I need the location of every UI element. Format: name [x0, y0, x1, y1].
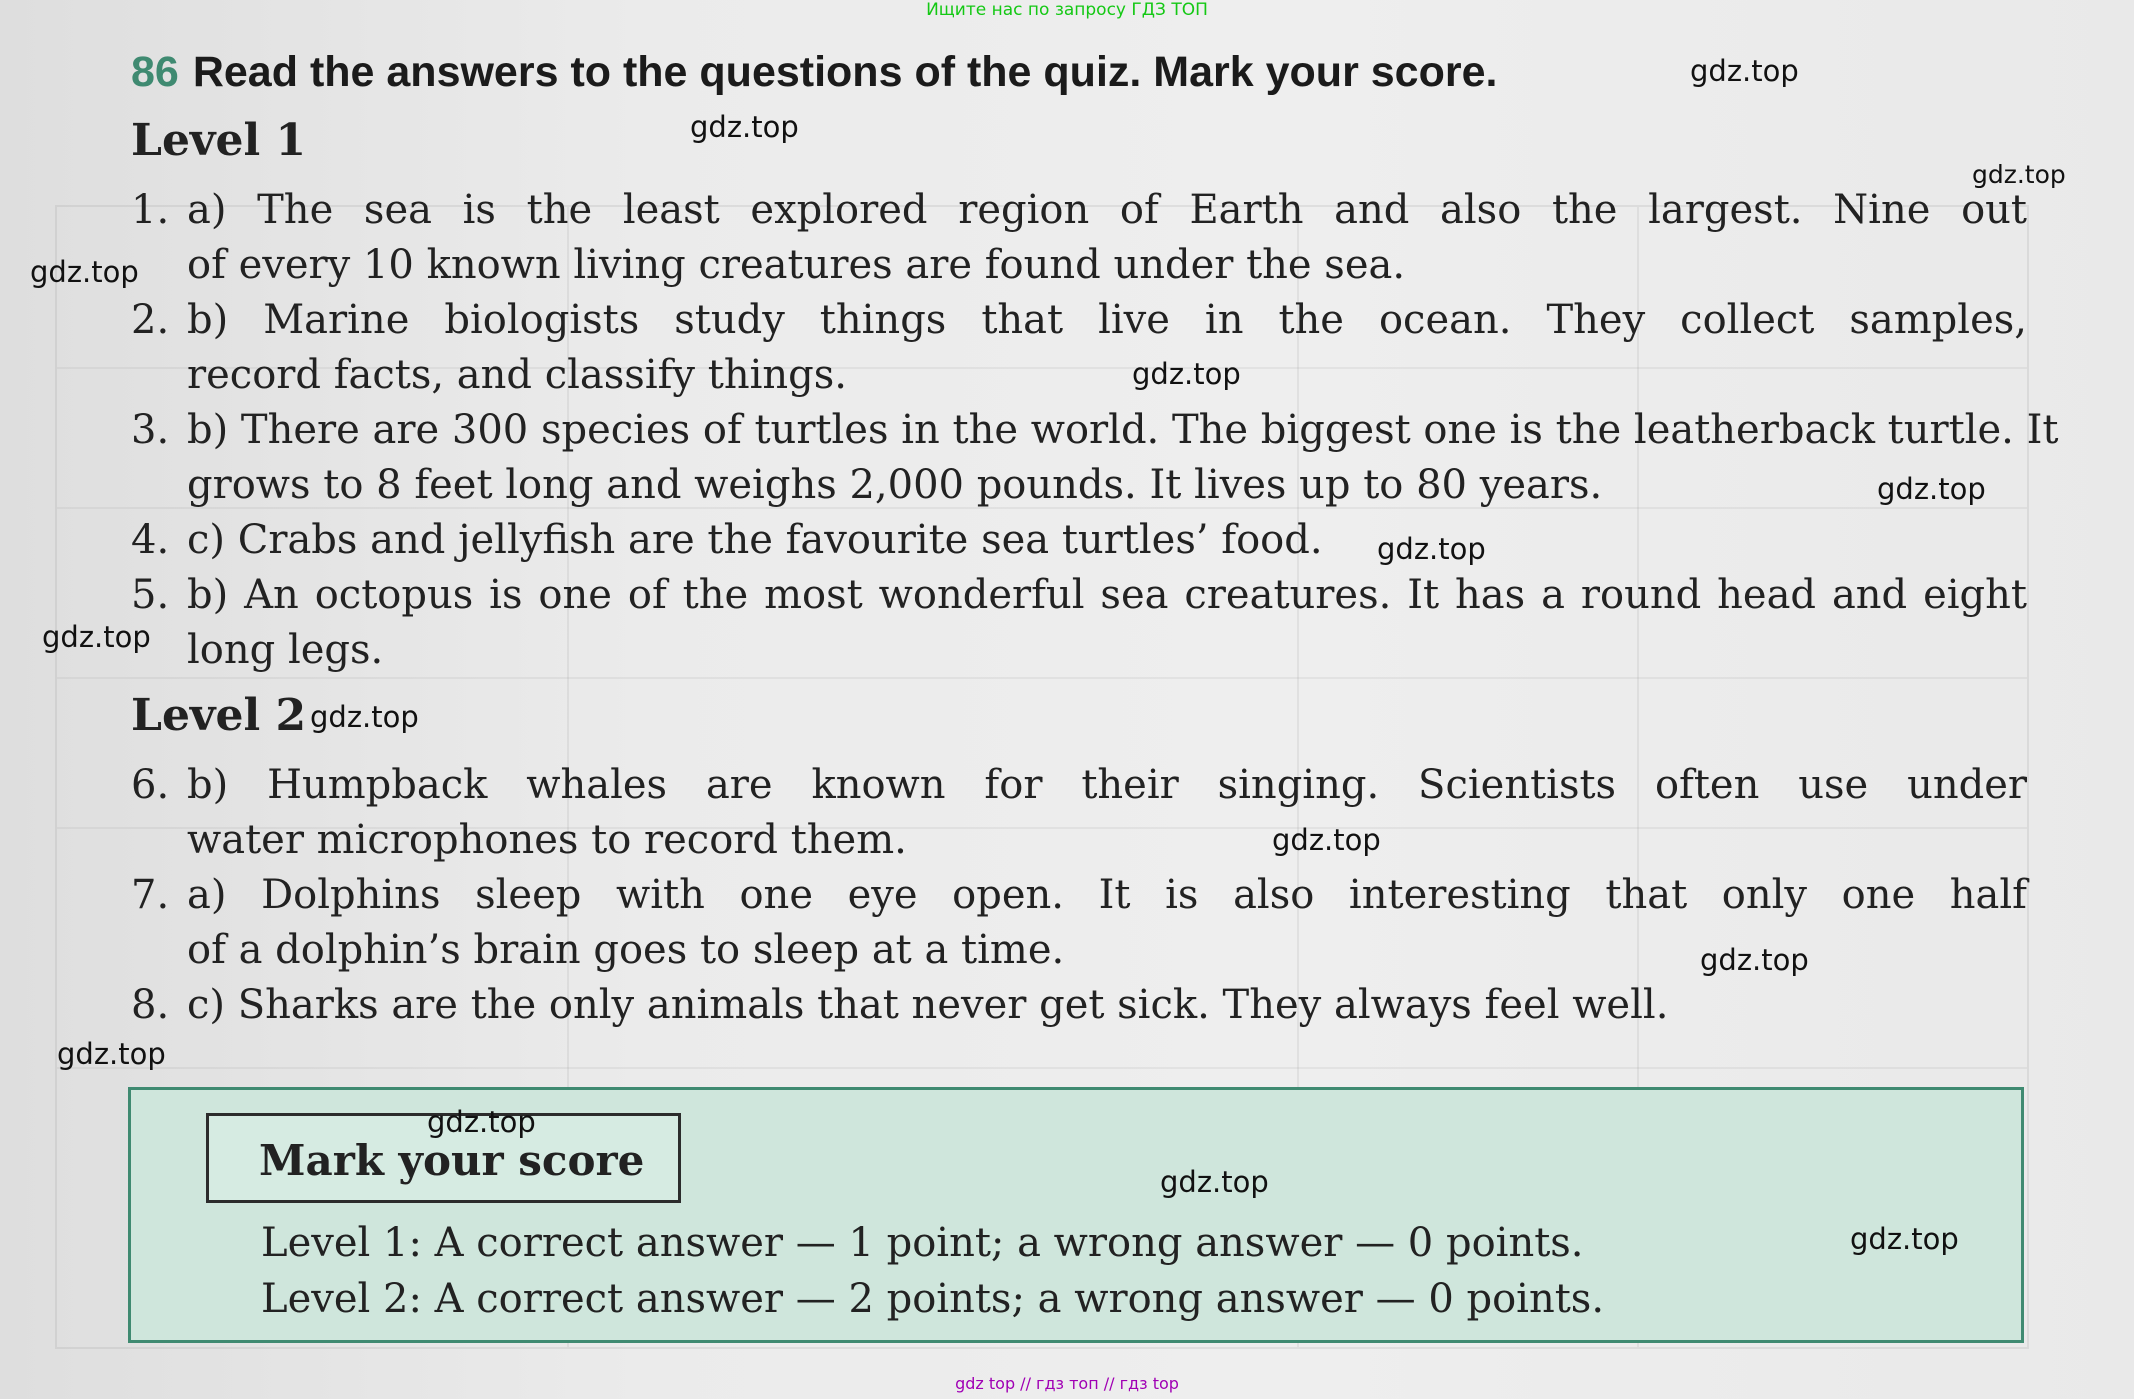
score-rule-level-2: Level 2: A correct answer — 2 points; a wrong answer — 0 points. — [261, 1276, 1605, 1322]
exercise-instruction: Read the answers to the questions of the quiz. Mark your score. — [192, 48, 1498, 96]
watermark: gdz.top — [1690, 54, 1799, 88]
answer-2: 2. b) Marine biologists study things that live in the ocean. They collect samples, record facts, and classify things. — [131, 297, 2027, 398]
answer-5: 5. b) An octopus is one of the most wonderful sea creatures. It has a round head and eight long legs. — [131, 572, 2027, 673]
score-title: Mark your score — [259, 1136, 645, 1185]
watermark: gdz.top — [1272, 823, 1381, 857]
exercise-header — [131, 48, 1831, 108]
watermark: gdz.top — [1377, 532, 1486, 566]
answer-4: 4. c) Crabs and jellyfish are the favourite sea turtles’ food. — [131, 517, 1323, 563]
watermark: gdz.top — [57, 1037, 166, 1071]
watermark: gdz.top — [690, 110, 799, 144]
bottom-watermark: gdz top // гдз топ // гдз top — [955, 1374, 1179, 1393]
top-watermark: Ищите нас по запросу ГДЗ ТОП — [926, 0, 1208, 20]
answer-3: 3. b) There are 300 species of turtles in the world. The biggest one is the leatherback turtle. It grows to 8 feet long and weighs 2,000 pounds. It lives up to 80 years. — [131, 407, 2059, 508]
watermark: gdz.top — [1160, 1165, 1269, 1199]
watermark: gdz.top — [1850, 1222, 1959, 1256]
watermark: gdz.top — [42, 620, 151, 654]
watermark: gdz.top — [1877, 472, 1986, 506]
watermark: gdz.top — [427, 1105, 536, 1139]
answer-1: 1. a) The sea is the least explored region of Earth and also the largest. Nine out of every 10 known living creatures are found under the sea. — [131, 187, 2027, 288]
answer-6: 6. b) Humpback whales are known for their singing. Scientists often use under water microphones to record them. — [131, 762, 2027, 863]
watermark: gdz.top — [1132, 357, 1241, 391]
answer-7: 7. a) Dolphins sleep with one eye open. It is also interesting that only one half of a dolphin’s brain goes to sleep at a time. — [131, 872, 2027, 973]
watermark: gdz.top — [1700, 943, 1809, 977]
exercise-number: 86 — [131, 48, 179, 96]
level-1-heading: Level 1 — [131, 115, 307, 166]
answer-8: 8. c) Sharks are the only animals that never get sick. They always feel well. — [131, 982, 1669, 1028]
watermark: gdz.top — [1972, 160, 2066, 189]
watermark: gdz.top — [310, 700, 419, 734]
score-rule-level-1: Level 1: A correct answer — 1 point; a wrong answer — 0 points. — [261, 1220, 1584, 1266]
watermark: gdz.top — [30, 255, 139, 289]
level-2-heading: Level 2 — [131, 690, 307, 741]
score-box — [128, 1087, 2024, 1343]
